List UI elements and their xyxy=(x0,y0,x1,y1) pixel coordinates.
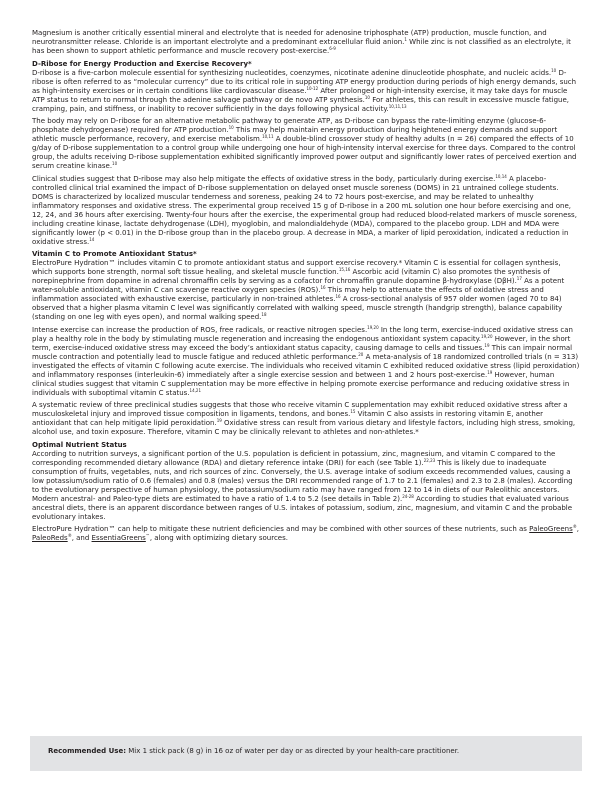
recommended-use-label: Recommended Use: xyxy=(48,747,127,755)
text-run: Vitamin C also assists in restoring vitamin E, another antioxidant that can help mitigate lipid peroxidation. xyxy=(32,410,544,427)
registered-mark: ® xyxy=(572,524,577,529)
recommended-use-text: Mix 1 stick pack (8 g) in 16 oz of water per day or as directed by your health-care practitioner. xyxy=(126,747,460,755)
paragraph-vitamin-c-exercise xyxy=(32,326,580,398)
citation: 10 xyxy=(228,125,234,130)
citation: 15 xyxy=(350,409,356,414)
citation: 14,21 xyxy=(189,387,201,393)
text-run: However, in the short term, exercise-induced oxidative stress may exceed the body’s antioxidant status capacity, causing damage to cells and tissues. xyxy=(32,334,571,352)
citation: 1 xyxy=(404,37,407,42)
citation: 10,14 xyxy=(495,173,507,179)
text-run: Intense exercise can increase the production of ROS, free radicals, or reactive nitrogen species. xyxy=(32,325,368,334)
text-run: D-ribose is often referred to as “molecular currency” due to its critical role in supporting ATP energy production during periods of high energy demands, such as high-intensity exercises or in certain conditions like cardiovascular disease. xyxy=(32,68,577,95)
text-run: ElectroPure Hydration™ includes vitamin C to promote antioxidant status and support exercise recovery.* Vitamin C is essential for collagen synthesis, which supports bone strength, normal soft tissue healing, and skeletal muscle function. xyxy=(32,259,561,276)
citation: 10 xyxy=(551,67,557,73)
text-run: According to nutrition surveys, a significant portion of the U.S. population is deficient in potassium, zinc, magnesium, and vitamin C compared to the corresponding recommended dietary allowance (RDA) and dietary reference intake (DRI) for each (see Table 1). xyxy=(32,449,556,467)
trademark: ™ xyxy=(145,533,150,538)
citation: 10 xyxy=(112,161,118,166)
text-run: Clinical studies suggest that D-ribose may also help mitigate the effects of oxidative stress in the body, particularly during exercise. xyxy=(32,174,496,183)
citation: 19,20 xyxy=(367,324,379,330)
text-run: , xyxy=(576,525,579,533)
citation: 19,20 xyxy=(481,333,493,339)
text-run: However, human clinical studies suggest that vitamin C supplementation may be more effective in helping promote exercise performance and reducing oxidative stress in individuals with suboptimal vitamin C status. xyxy=(32,370,570,397)
link-paleoreds[interactable]: PaleoReds xyxy=(32,534,68,542)
paragraph-d-ribose-intro xyxy=(32,69,580,114)
text-run: Oxidative stress can result from various dietary and lifestyle factors, including high stress, smoking, alcohol use, and toxin exposure. Therefore, vitamin C may be clinically relevant to athletes and non-athletes.* xyxy=(32,419,576,436)
text-run: , and xyxy=(71,534,92,542)
link-essentiagreens[interactable]: EssentiaGreens xyxy=(91,534,146,542)
citation: 16 xyxy=(320,285,326,290)
citation: 10,11 xyxy=(262,134,274,139)
text-run: While zinc is not classified as an electrolyte, it has been shown to support athletic performance and muscle recovery post-exercise. xyxy=(32,38,571,55)
citation: 10,11,13 xyxy=(388,103,407,109)
text-run: A cross-sectional analysis of 957 older women (aged 70 to 84) observed that a higher plasma vitamin C level was significantly correlated with walking speed, muscle strength (handgrip strength), balance capability (standing on one leg with eyes open), and normal walking speed. xyxy=(32,295,563,321)
paragraph-d-ribose-oxidative xyxy=(32,175,580,247)
paragraph-electrolytes xyxy=(32,29,580,56)
citation: 10 xyxy=(364,94,370,100)
citation: 22,23 xyxy=(423,457,436,463)
text-run: This can impair normal muscle contraction and potentially lead to muscle fatigue and reduced athletic performance. xyxy=(32,343,573,361)
text-run: The body may rely on D-ribose for an alternative metabolic pathway to generate ATP, as D-ribose can bypass the rate-limiting enzyme (glucose-6-phosphate dehydrogenase) required for ATP production. xyxy=(32,117,547,134)
citation: 18 xyxy=(261,312,267,317)
text-run: D-ribose is a five-carbon molecule essential for synthesizing nucleotides, coenzymes, nicotinate adenine dinucleotide phosphate, and nucleic acids. xyxy=(32,68,552,77)
paragraph-nutrient-surveys xyxy=(32,450,580,522)
citation: 19 xyxy=(487,369,493,375)
text-run: After prolonged or high-intensity exercise, it may take days for muscle ATP status to return to normal through the adenine salvage pathway or de novo ATP synthesis. xyxy=(32,86,568,104)
text-run: This is likely due to inadequate consumption of fruits, vegetables, nuts, and rich sources of zinc. Conversely, the U.S. average intake of sodium exceeds recommended values, causing a low potassium/sodium ratio of 0.6 (females) and 0.8 (males) versus the DRI recommended range of 1.7 to 2.1 (females) and 2.3 to 2.8 (males). According to the evolutionary perspective of human physiology, the potassium/sodium ratio may have ranged from 12 to 14 in diets of our Paleolithic ancestors. Modern ancestral- and Paleo-type diets are estimated to have a ratio of 1.4 to 5.2 (see details in Table 2). xyxy=(32,458,573,503)
citation: 17 xyxy=(516,276,522,281)
text-run: ElectroPure Hydration™ can help to mitigate these nutrient deficiencies and may be combined with other sources of these nutrients, such as xyxy=(32,525,530,533)
text-run: , along with optimizing dietary sources. xyxy=(149,534,288,542)
text-run: As a potent water-soluble antioxidant, vitamin C can scavenge reactive oxygen species (ROS). xyxy=(32,277,565,294)
text-run: Magnesium is another critically essential mineral and electrolyte that is needed for adenosine triphosphate (ATP) production, muscle function, and neurotransmitter release. Chloride is an important electrolyte and a predominant extracellular fluid anion. xyxy=(32,29,547,46)
text-run: This may help maintain energy production during heightened energy demands and support athletic muscle performance, recovery, and exercise metabolism. xyxy=(32,126,558,143)
heading-optimal-nutrient: Optimal Nutrient Status xyxy=(32,440,127,449)
text-run: A meta-analysis of 18 randomized controlled trials (n = 313) investigated the effects of vitamin C following acute exercise. The individuals who received vitamin C exhibited reduced oxidative stress (lipid peroxidation) and inflammatory responses (interleukin-6) immediately after a single exercise session and between 1 and 2 hours post-exercise. xyxy=(32,352,580,379)
paragraph-product-combination xyxy=(32,525,580,543)
paragraph-vitamin-c-review xyxy=(32,401,580,437)
citation: 24-28 xyxy=(402,493,414,499)
recommended-use-banner xyxy=(30,736,582,771)
text-run: This may help to attenuate the effects of oxidative stress and inflammation associated with exhaustive exercise, particularly in non-trained athletes. xyxy=(32,286,544,303)
document-body xyxy=(32,29,580,547)
text-run: Ascorbic acid (vitamin C) also promotes the synthesis of norepinephrine from dopamine in adrenal chromaffin cells by serving as a cofactor for chromaffin granule dopamine β-hydroxylase (DβH). xyxy=(32,268,550,285)
link-paleogreens[interactable]: PaleoGreens xyxy=(529,525,573,533)
citation: 19 xyxy=(484,342,490,348)
citation: 6-9 xyxy=(329,46,336,51)
paragraph-d-ribose-pathway xyxy=(32,117,580,171)
text-run: For athletes, this can result in excessive muscle fatigue, cramping, pain, and stiffness, or inability to recover sufficiently in the days following physical activity. xyxy=(32,95,570,113)
heading-vitamin-c: Vitamin C to Promote Antioxidant Status* xyxy=(32,250,197,258)
citation: 19 xyxy=(216,418,222,423)
registered-mark: ® xyxy=(67,533,72,538)
text-run: According to studies that evaluated various ancestral diets, there is an apparent discordance between ranges of U.S. intakes of potassium, sodium, zinc, magnesium, and vitamin C and the probable evolutionary intakes. xyxy=(32,494,573,521)
heading-d-ribose: D-Ribose for Energy Production and Exercise Recovery* xyxy=(32,59,252,68)
text-run: A systematic review of three preclinical studies suggests that those who receive vitamin C supplementation may exhibit reduced oxidative stress after a musculoskeletal injury and improved tissue composition in ligaments, tendons, and bones. xyxy=(32,401,568,418)
text-run: A double-blind crossover study of healthy adults (n = 26) compared the effects of 10 g/day of D-ribose supplementation to a control group while undergoing one hour of high-intensity interval exercise for three days. Compared to the control group, the adults receiving D-ribose supplementation exhibited significantly improved power output and significantly lower rates of perceived exertion and serum creatine kinase. xyxy=(32,135,577,170)
text-run: A placebo-controlled clinical trial examined the impact of D-ribose supplementation on delayed onset muscle soreness (DOMS) in 21 untrained college students. DOMS is characterized by localized muscular tenderness and soreness, peaking 24 to 72 hours post-exercise, and may be related to unhealthy inflammatory responses and oxidative stress. The experimental group received 15 g of D-ribose in a 200 mL solution one hour before exercising and one, 12, 24, and 36 hours after exercising. Twenty-four hours after the exercise, the experimental group had reduced blood-related markers of muscle soreness, including creatine kinase, lactate dehydrogenase (LDH), myoglobin, and malondialdehyde (MDA), compared to the placebo group. LDH and MDA were significantly lower (p < 0.01) in the D-ribose group than in the placebo group. A decrease in MDA, a marker of lipid peroxidation, indicated a reduction in oxidative stress. xyxy=(32,174,577,246)
citation: 10-12 xyxy=(306,85,319,91)
paragraph-vitamin-c-intro xyxy=(32,259,580,322)
citation: 20 xyxy=(358,351,364,357)
text-run: In the long term, exercise-induced oxidative stress can play a healthy role in the body by stimulating muscle regeneration and increasing the endogenous antioxidant system capacity. xyxy=(32,325,573,343)
citation: 16 xyxy=(335,294,341,299)
citation: 15,16 xyxy=(338,267,351,272)
citation: 14 xyxy=(89,236,95,242)
